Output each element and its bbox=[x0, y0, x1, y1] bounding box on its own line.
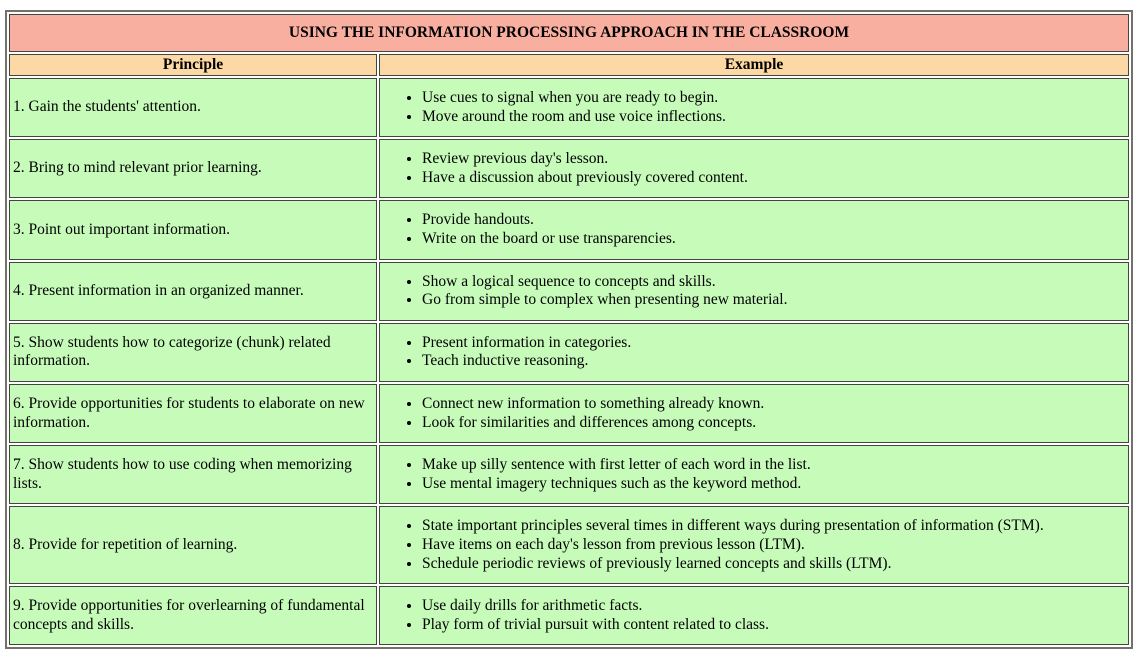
example-item: • Use mental imagery techniques such as the keyword method. bbox=[422, 475, 1124, 494]
example-item: • Make up silly sentence with first letter of each word in the list. bbox=[422, 456, 1124, 475]
principle-cell: 5. Show students how to categorize (chunk) related information. bbox=[9, 323, 377, 382]
info-processing-table bbox=[5, 10, 1133, 649]
example-list bbox=[384, 517, 1124, 573]
principle-cell: 9. Provide opportunities for overlearning of fundamental concepts and skills. bbox=[9, 586, 377, 645]
example-item: • Go from simple to complex when presenting new material. bbox=[422, 291, 1124, 310]
example-item: • Connect new information to something already known. bbox=[422, 395, 1124, 414]
example-item: • Schedule periodic reviews of previously learned concepts and skills (LTM). bbox=[422, 555, 1124, 574]
example-list bbox=[384, 395, 1124, 432]
example-cell bbox=[379, 78, 1129, 137]
example-item: • Have a discussion about previously covered content. bbox=[422, 169, 1124, 188]
example-item: • Look for similarities and differences among concepts. bbox=[422, 414, 1124, 433]
principle-cell: 1. Gain the students' attention. bbox=[9, 78, 377, 137]
example-item: • Move around the room and use voice inflections. bbox=[422, 108, 1124, 127]
example-item: • Show a logical sequence to concepts and skills. bbox=[422, 273, 1124, 292]
principle-cell: 3. Point out important information. bbox=[9, 200, 377, 259]
example-cell bbox=[379, 586, 1129, 645]
example-list bbox=[384, 334, 1124, 371]
example-list bbox=[384, 211, 1124, 248]
table-row bbox=[9, 384, 1129, 443]
example-list bbox=[384, 273, 1124, 310]
example-item: • Write on the board or use transparencies. bbox=[422, 230, 1124, 249]
example-item: • Play form of trivial pursuit with content related to class. bbox=[422, 616, 1124, 635]
example-cell bbox=[379, 384, 1129, 443]
example-cell bbox=[379, 262, 1129, 321]
column-header-principle: Principle bbox=[9, 54, 377, 76]
example-item: • Present information in categories. bbox=[422, 334, 1124, 353]
example-item: • Use daily drills for arithmetic facts. bbox=[422, 597, 1124, 616]
table-row bbox=[9, 586, 1129, 645]
example-cell bbox=[379, 506, 1129, 584]
table-row bbox=[9, 78, 1129, 137]
example-list bbox=[384, 456, 1124, 493]
example-cell bbox=[379, 445, 1129, 504]
example-item: • State important principles several times in different ways during presentation of information (STM). bbox=[422, 517, 1124, 536]
header-row bbox=[9, 54, 1129, 76]
table-row bbox=[9, 200, 1129, 259]
example-list bbox=[384, 597, 1124, 634]
principle-cell: 4. Present information in an organized manner. bbox=[9, 262, 377, 321]
table-row bbox=[9, 445, 1129, 504]
principle-cell: 6. Provide opportunities for students to elaborate on new information. bbox=[9, 384, 377, 443]
table-row bbox=[9, 262, 1129, 321]
table-row bbox=[9, 506, 1129, 584]
example-cell bbox=[379, 323, 1129, 382]
principle-cell: 7. Show students how to use coding when memorizing lists. bbox=[9, 445, 377, 504]
table-title: USING THE INFORMATION PROCESSING APPROACH IN THE CLASSROOM bbox=[9, 14, 1129, 52]
title-row bbox=[9, 14, 1129, 52]
example-item: • Provide handouts. bbox=[422, 211, 1124, 230]
example-cell bbox=[379, 200, 1129, 259]
column-header-example: Example bbox=[379, 54, 1129, 76]
table-row bbox=[9, 139, 1129, 198]
example-item: • Use cues to signal when you are ready to begin. bbox=[422, 89, 1124, 108]
example-list bbox=[384, 89, 1124, 126]
principle-cell: 8. Provide for repetition of learning. bbox=[9, 506, 377, 584]
example-item: • Review previous day's lesson. bbox=[422, 150, 1124, 169]
example-list bbox=[384, 150, 1124, 187]
table-row bbox=[9, 323, 1129, 382]
example-cell bbox=[379, 139, 1129, 198]
example-item: • Have items on each day's lesson from previous lesson (LTM). bbox=[422, 536, 1124, 555]
example-item: • Teach inductive reasoning. bbox=[422, 352, 1124, 371]
principle-cell: 2. Bring to mind relevant prior learning. bbox=[9, 139, 377, 198]
